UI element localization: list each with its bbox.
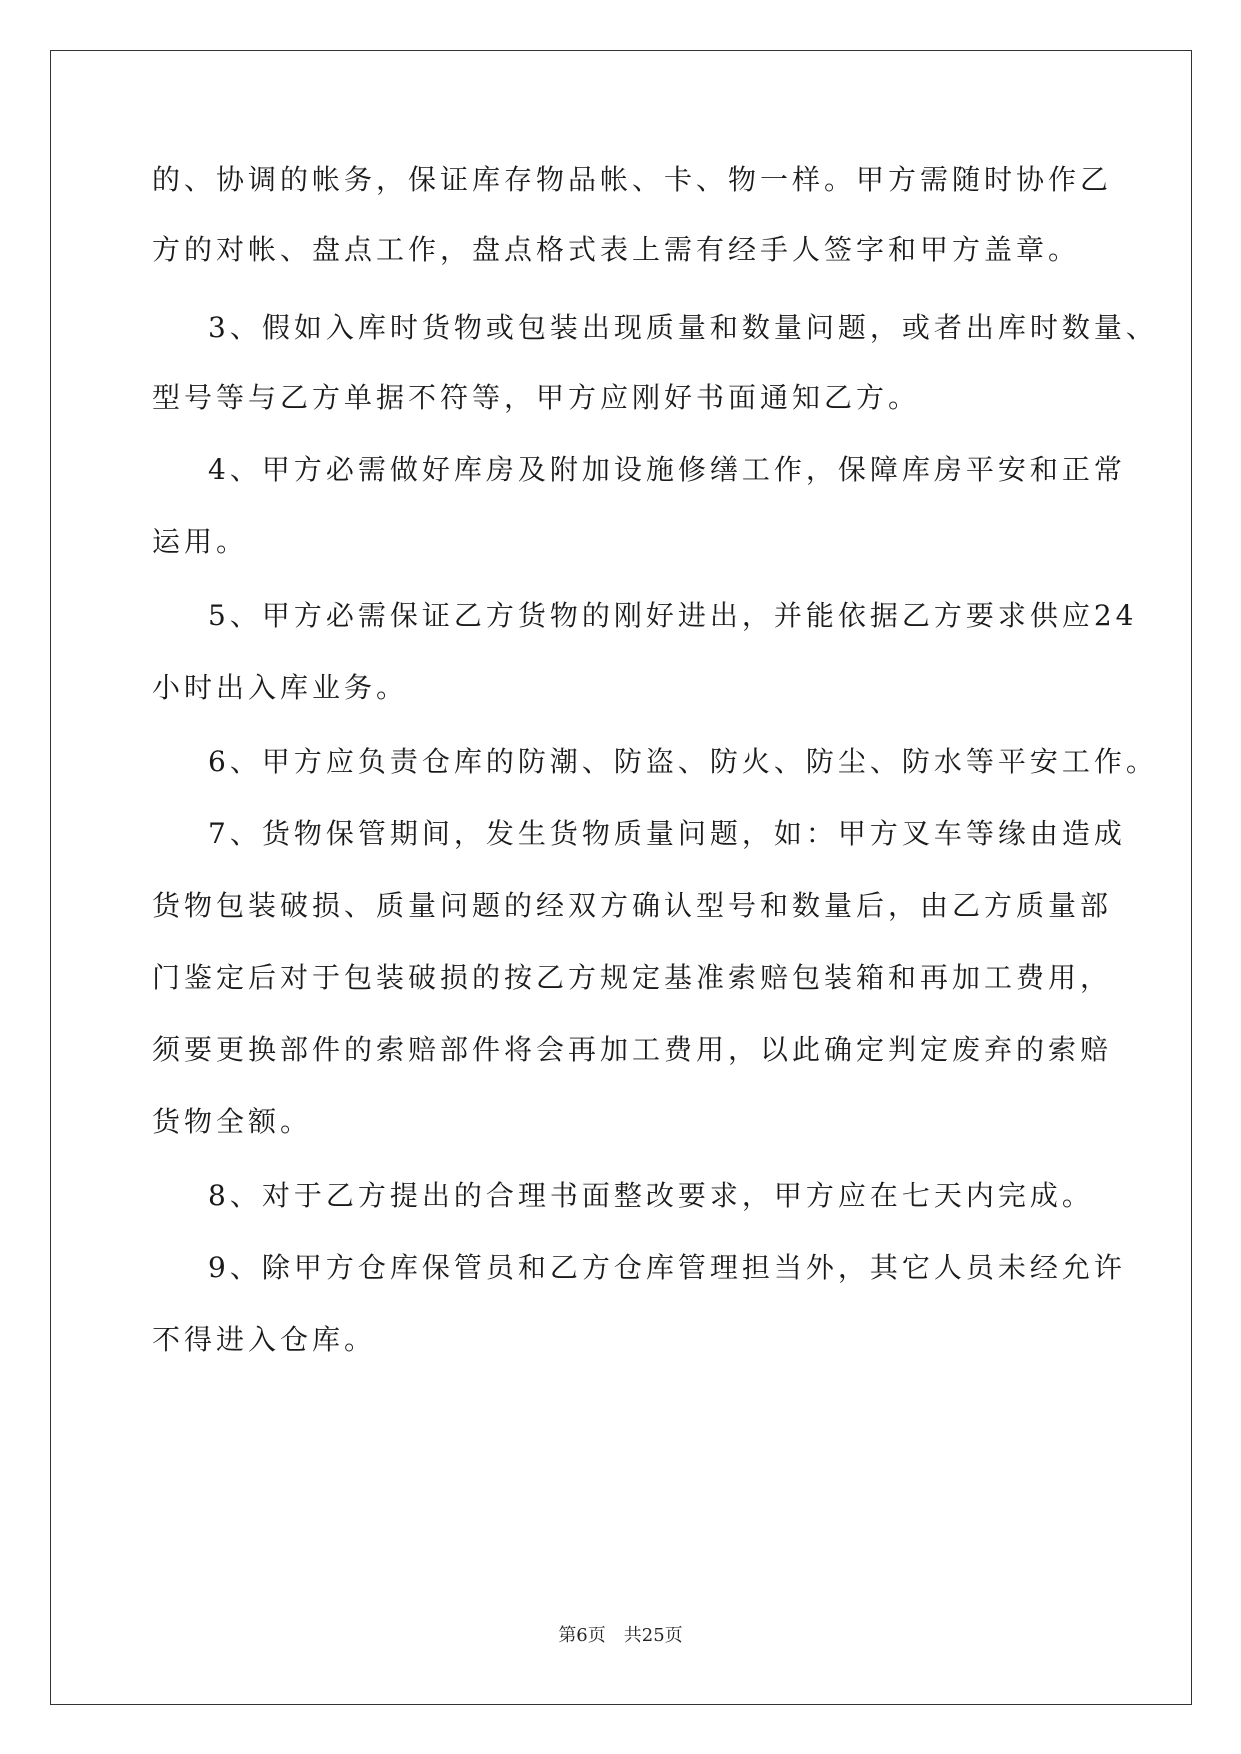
page-border [50,50,1192,1705]
paragraph-8-line: 8、对于乙方提出的合理书面整改要求，甲方应在七天内完成。 [208,1179,1094,1212]
text-line: 不得进入仓库。 [152,1323,377,1356]
paragraph-9-line: 9、除甲方仓库保管员和乙方仓库管理担当外，其它人员未经允许 [208,1251,1126,1284]
text-line: 货物包装破损、质量问题的经双方确认型号和数量后，由乙方质量部 [152,889,1113,922]
text-line: 门鉴定后对于包装破损的按乙方规定基准索赔包装箱和再加工费用， [152,961,1113,994]
text-line: 的、协调的帐务，保证库存物品帐、卡、物一样。甲方需随时协作乙 [152,163,1113,196]
text-line: 小时出入库业务。 [152,671,409,704]
paragraph-4-line: 4、甲方必需做好库房及附加设施修缮工作，保障库房平安和正常 [208,453,1126,486]
paragraph-3-line: 3、假如入库时货物或包装出现质量和数量问题，或者出库时数量、 [208,311,1158,344]
paragraph-7-line: 7、货物保管期间，发生货物质量问题，如：甲方叉车等缘由造成 [208,817,1126,850]
paragraph-5-line: 5、甲方必需保证乙方货物的刚好进出，并能依据乙方要求供应24 [208,599,1138,632]
page-number: 第6页 共25页 [558,1625,683,1646]
text-line: 方的对帐、盘点工作，盘点格式表上需有经手人签字和甲方盖章。 [152,233,1081,266]
text-line: 货物全额。 [152,1105,313,1138]
text-line: 运用。 [152,525,249,558]
text-line: 须要更换部件的索赔部件将会再加工费用，以此确定判定废弃的索赔 [152,1033,1113,1066]
text-line: 型号等与乙方单据不符等，甲方应刚好书面通知乙方。 [152,381,921,414]
paragraph-6-line: 6、甲方应负责仓库的防潮、防盗、防火、防尘、防水等平安工作。 [208,745,1158,778]
